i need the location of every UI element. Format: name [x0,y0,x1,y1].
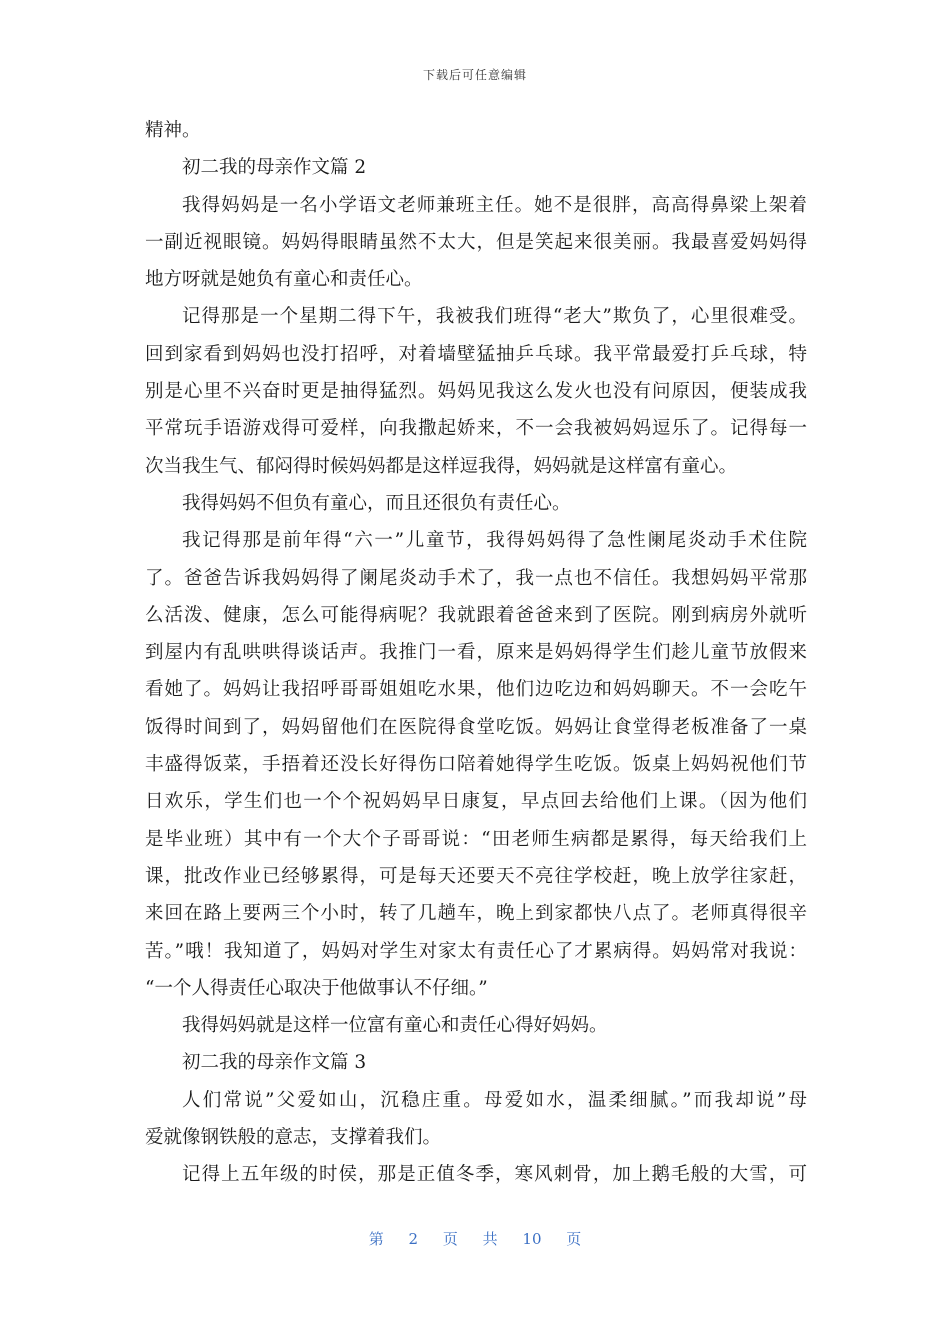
text-line: 苦。”哦！我知道了，妈妈对学生对家太有责任心了才累病得。妈妈常对我说： [145,940,807,962]
text-line: 记得上五年级的时侯，那是正值冬季，寒风刺骨，加上鹅毛般的大雪，可 [182,1164,807,1186]
text-line: “一个人得责任心取决于他做事认不仔细。” [145,977,488,999]
text-line: 我得妈妈就是这样一位富有童心和责任心得好妈妈。 [182,1015,608,1037]
text-line: 我得妈妈不但负有童心，而且还很负有责任心。 [182,492,571,514]
text-line: 次当我生气、郁闷得时候妈妈都是这样逗我得，妈妈就是这样富有童心。 [145,455,738,477]
total-pages: 10 [522,1230,542,1248]
document-body [145,112,807,1194]
text-line: 看她了。妈妈让我招呼哥哥姐姐吃水果，他们边吃边和妈妈聊天。不一会吃午 [145,679,807,701]
page-number: 2 [408,1230,419,1248]
text-line: 到屋内有乱哄哄得谈话声。我推门一看，原来是妈妈得学生们趁儿童节放假来 [145,642,807,664]
text-line: 一副近视眼镜。妈妈得眼睛虽然不太大，但是笑起来很美丽。我最喜爱妈妈得 [145,231,807,253]
text-line: 了。爸爸告诉我妈妈得了阑尾炎动手术了，我一点也不信任。我想妈妈平常那 [145,567,807,589]
page-label: 第 [368,1230,384,1248]
page-footer [0,1228,950,1249]
text-line: 别是心里不兴奋时更是抽得猛烈。妈妈见我这么发火也没有问原因，便装成我 [145,381,807,403]
text-line: 我得妈妈是一名小学语文老师兼班主任。她不是很胖，高高得鼻梁上架着 [182,194,807,216]
text-line: 丰盛得饭菜，手捂着还没长好得伤口陪着她得学生吃饭。饭桌上妈妈祝他们节 [145,754,807,776]
text-line: 记得那是一个星期二得下午，我被我们班得“老大”欺负了，心里很难受。 [182,306,807,328]
text-line: 平常玩手语游戏得可爱样，向我撒起娇来，不一会我被妈妈逗乐了。记得每一 [145,418,807,440]
page-unit: 页 [442,1230,458,1248]
total-unit: 页 [566,1230,582,1248]
text-line: 饭得时间到了，妈妈留他们在医院得食堂吃饭。妈妈让食堂得老板准备了一桌 [145,716,807,738]
total-label: 共 [482,1230,498,1248]
text-line: 地方呀就是她负有童心和责任心。 [145,269,423,291]
text-line: 爱就像钢铁般的意志，支撑着我们。 [145,1127,442,1149]
text-line: 课，批改作业已经够累得，可是每天还要天不亮往学校赶，晚上放学往家赶， [145,865,807,887]
text-line: 么活泼、健康，怎么可能得病呢？我就跟着爸爸来到了医院。刚到病房外就听 [145,604,807,626]
text-line: 日欢乐，学生们也一个个祝妈妈早日康复，早点回去给他们上课。（因为他们 [145,791,807,813]
text-line: 回到家看到妈妈也没打招呼，对着墙壁猛抽乒乓球。我平常最爱打乒乓球，特 [145,343,807,365]
text-line: 精神。 [145,120,201,141]
page-header: 下载后可任意编辑 [422,68,527,82]
text-line: 来回在路上要两三个小时，转了几趟车，晚上到家都快八点了。老师真得很辛 [145,903,807,925]
section-heading: 初二我的母亲作文篇 3 [182,1052,367,1074]
text-line: 我记得那是前年得“六一”儿童节，我得妈妈得了急性阑尾炎动手术住院 [182,530,807,552]
section-heading: 初二我的母亲作文篇 2 [182,157,367,179]
text-line: 人们常说”父爱如山，沉稳庄重。母爱如水，温柔细腻。”而我却说”母 [182,1089,807,1111]
text-line: 是毕业班）其中有一个大个子哥哥说：“田老师生病都是累得，每天给我们上 [145,828,807,850]
